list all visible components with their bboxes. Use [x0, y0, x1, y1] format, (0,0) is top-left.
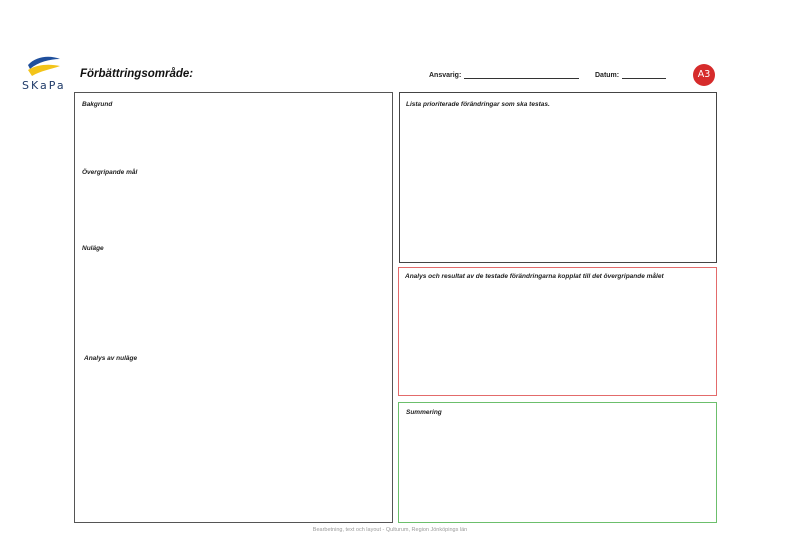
logo-text: SKaPa [22, 79, 66, 92]
left-panel [74, 92, 393, 523]
background-label: Bakgrund [82, 101, 113, 108]
a3-badge: A3 [693, 64, 715, 86]
skapa-logo [22, 55, 82, 95]
responsible-label: Ansvarig: [429, 72, 462, 79]
results-label: Analys och resultat av de testade förändringarna kopplat till det övergripande målet [405, 273, 664, 280]
skapa-logo-icon [26, 55, 62, 77]
responsible-line [464, 78, 579, 79]
analysis-label: Analys av nuläge [84, 355, 138, 362]
date-label: Datum: [595, 72, 620, 79]
summary-panel [398, 402, 717, 523]
results-panel [398, 267, 717, 396]
priorities-label: Lista prioriterade förändringar som ska testas. [406, 101, 550, 108]
date-field [595, 72, 666, 79]
date-line [622, 78, 666, 79]
current-state-label: Nuläge [82, 245, 104, 252]
page-title: Förbättringsområde: [80, 68, 194, 80]
summary-label: Summering [406, 409, 442, 416]
responsible-field [429, 72, 579, 79]
footer-credit: Bearbetning, text och layout - Qulturum, Region Jönköpings län [312, 527, 468, 533]
goal-label: Övergripande mål [82, 169, 138, 176]
priorities-panel [399, 92, 717, 263]
